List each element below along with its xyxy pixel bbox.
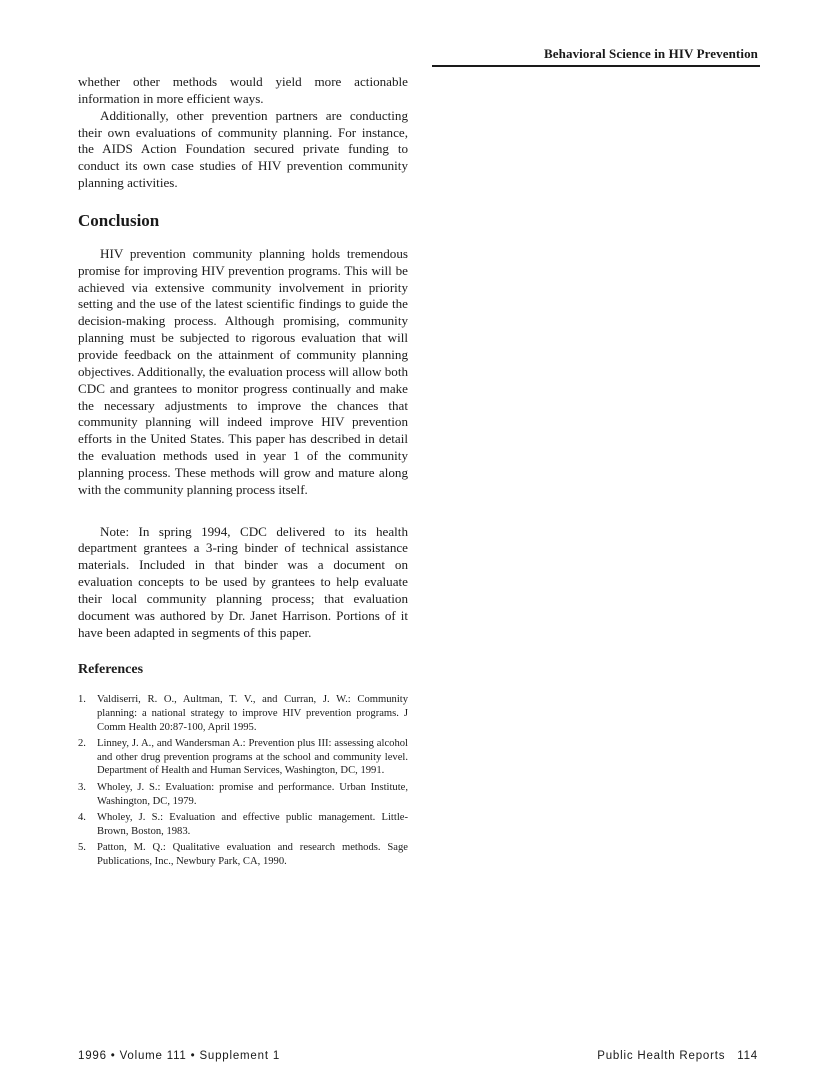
references-list (78, 693, 408, 868)
text-column (78, 74, 408, 872)
reference-number: 3. (78, 782, 86, 794)
intro-paragraph-continuation: whether other methods would yield more actionable information in more efficient ways. (78, 74, 408, 106)
intro-paragraph-evaluations: Additionally, other prevention partners are conducting their own evaluations of community planning. For instance, the AIDS Action Foundation secured private funding to conduct its own case studies of HIV prevention community planning activities. (78, 107, 408, 191)
references-heading: References (78, 662, 144, 678)
reference-number: 2. (78, 738, 86, 750)
reference-item (78, 781, 408, 808)
reference-text: Wholey, J. S.: Evaluation and effective public management. Little-Brown, Boston, 1983. (97, 812, 408, 837)
conclusion-paragraph: HIV prevention community planning holds tremendous promise for improving HIV prevention programs. This will be achieved via extensive community involvement in priority setting and the use of the latest scientific findings to guide the decision-making process. Although promising, community planning must be subjected to rigorous evaluation that will provide feedback on the attainment of community planning objectives. Additionally, the evaluation process will allow both CDC and grantees to monitor progress continually and make the necessary adjustments to improve the chances that community planning will indeed improve HIV prevention efforts in the United States. This paper has described in detail the evaluation methods used in year 1 of the community planning process. These methods will grow and mature along with the community planning process itself. (78, 245, 408, 497)
reference-item (78, 693, 408, 734)
reference-text: Wholey, J. S.: Evaluation: promise and performance. Urban Institute, Washington, DC, 1979. (97, 782, 408, 807)
footer-journal-page: Public Health Reports 114 (597, 1050, 758, 1062)
reference-item (78, 841, 408, 868)
reference-text: Linney, J. A., and Wandersman A.: Prevention plus III: assessing alcohol and other drug prevention programs at the school and community level. Department of Health and Human Services, Washington, DC, 1991. (97, 738, 408, 777)
reference-text: Valdiserri, R. O., Aultman, T. V., and Curran, J. W.: Community planning: a national strategy to improve HIV prevention programs. J Comm Health 20:87-100, April 1995. (97, 694, 408, 733)
conclusion-heading: Conclusion (78, 210, 160, 230)
reference-item (78, 737, 408, 778)
reference-number: 4. (78, 812, 86, 824)
note-paragraph: Note: In spring 1994, CDC delivered to its health department grantees a 3-ring binder of technical assistance materials. Included in that binder was a document on evaluation concepts to be used by grantees to help evaluate their local community planning process; that evaluation document was authored by Dr. Janet Harrison. Portions of it have been adapted in segments of this paper. (78, 523, 408, 640)
running-head: Behavioral Science in HIV Prevention (544, 46, 758, 61)
reference-text: Patton, M. Q.: Qualitative evaluation and research methods. Sage Publications, Inc., Newbury Park, CA, 1990. (97, 842, 408, 867)
reference-number: 5. (78, 842, 86, 854)
footer-issue-info: 1996 • Volume 111 • Supplement 1 (78, 1050, 281, 1062)
header-rule (432, 65, 760, 67)
reference-number: 1. (78, 694, 86, 706)
reference-item (78, 811, 408, 838)
